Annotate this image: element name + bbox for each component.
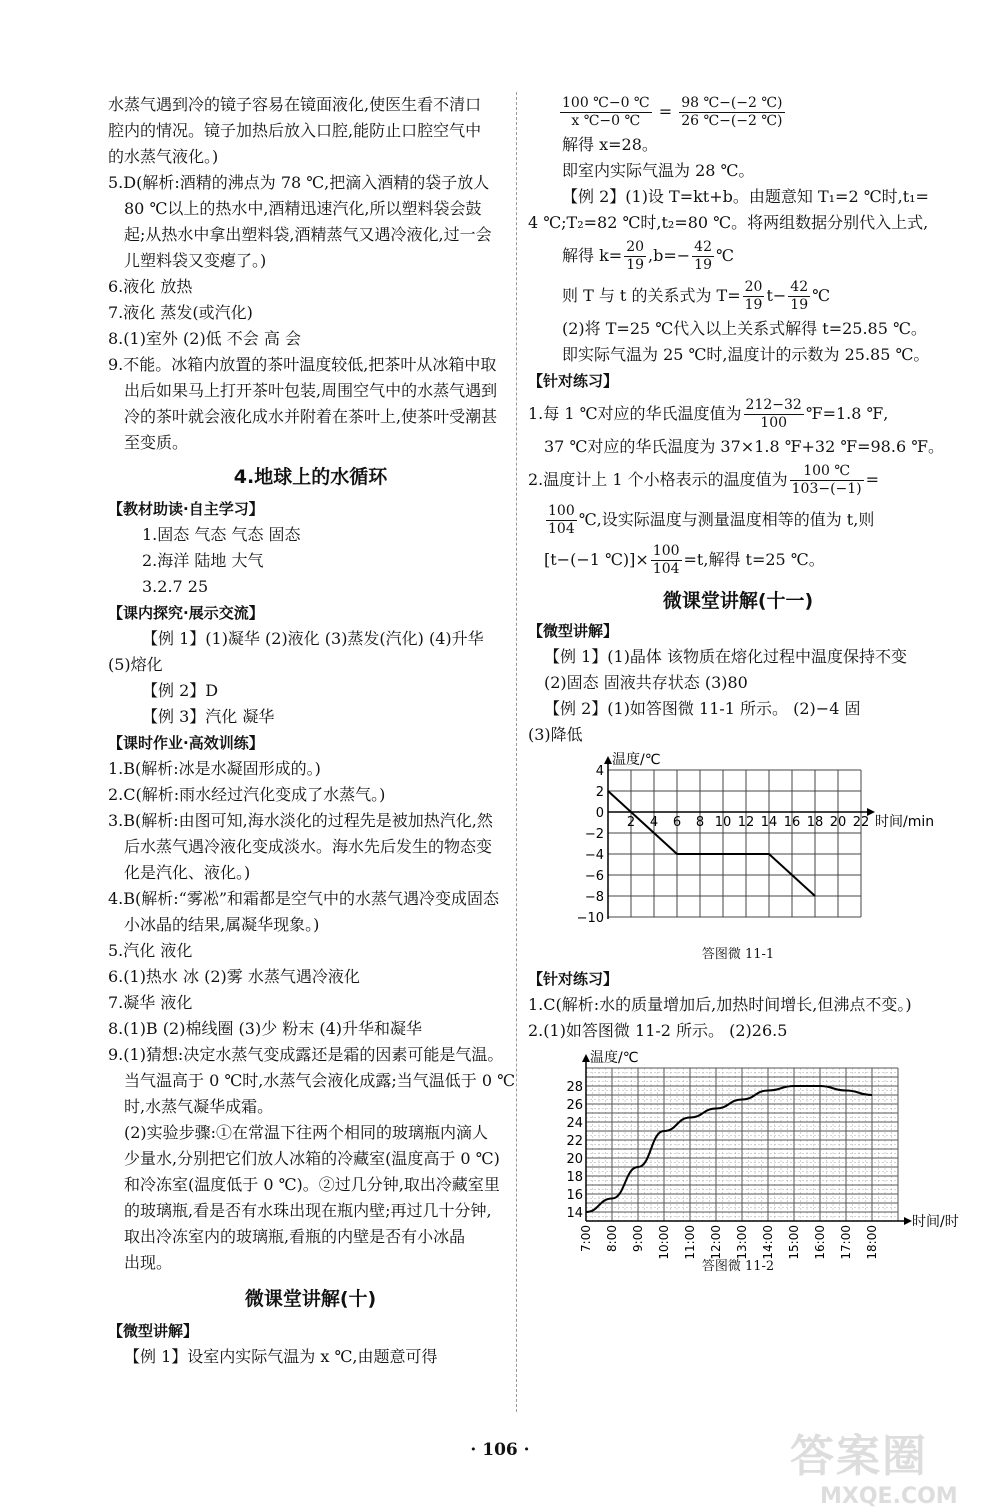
text-line: 起;从热水中拿出塑料袋,酒精蒸气又遇冷液化,过一会 xyxy=(124,225,492,244)
numerator: 100 ℃ xyxy=(790,463,864,481)
page-number: · 106 · xyxy=(470,1440,530,1460)
text: [t−(−1 ℃)]× xyxy=(544,550,649,569)
fraction xyxy=(651,543,682,578)
x-tick-label: 18 xyxy=(806,815,824,830)
formula-line xyxy=(528,394,948,434)
denominator: 103−(−1) xyxy=(791,481,862,497)
numerator: 42 xyxy=(694,239,712,255)
text-line: (2)实验步骤:①在常温下往两个相同的玻璃瓶内滴人 xyxy=(124,1123,489,1142)
text-line: 2.(1)如答图微 11-2 所示。 (2)26.5 xyxy=(528,1021,788,1040)
text-line: 2.C(解析:雨水经过汽化变成了水蒸气。) xyxy=(108,785,386,804)
figure-caption: 答图微 11-2 xyxy=(701,1259,775,1274)
y-tick-label: 14 xyxy=(566,1206,583,1221)
x-tick-label: 20 xyxy=(829,815,847,830)
formula-line xyxy=(528,236,948,276)
watermark xyxy=(790,1420,958,1509)
denominator: x ℃−0 ℃ xyxy=(571,113,641,129)
fraction xyxy=(744,397,804,432)
text-line: (2)固态 固液共存状态 (3)80 xyxy=(544,673,748,692)
y-tick-label: −6 xyxy=(584,869,604,884)
y-tick-label: 24 xyxy=(566,1116,583,1131)
subsection-label: 【课时作业·高效训练】 xyxy=(108,734,264,752)
equals-sign: = xyxy=(658,102,673,121)
text-line: 腔内的情况。镜子加热后放入口腔,能防止口腔空气中 xyxy=(108,121,482,140)
text-line: 9.(1)猜想:决定水蒸气变成露还是霜的因素可能是气温。 xyxy=(108,1045,504,1064)
fraction xyxy=(788,279,810,314)
text-line: 【例 1】设室内实际气温为 x ℃,由题意可得 xyxy=(124,1347,438,1366)
y-tick-label: −4 xyxy=(584,848,604,863)
x-tick-label: 10:00 xyxy=(657,1225,671,1260)
subsection-label: 【针对练习】 xyxy=(528,372,619,390)
text: 2.温度计上 1 个小格表示的温度值为 xyxy=(528,470,788,489)
text-line: 和冷冻室(温度低于 0 ℃)。②过几分钟,取出冷藏室里 xyxy=(124,1175,500,1194)
text-line: 少量水,分别把它们放人冰箱的冷藏室(温度高于 0 ℃) xyxy=(124,1149,500,1168)
x-tick-label: 12:00 xyxy=(709,1225,723,1260)
text: ℉=1.8 ℉, xyxy=(805,404,889,423)
x-tick-label: 16 xyxy=(783,815,801,830)
denominator: 19 xyxy=(626,257,645,273)
example-1: 【例 1】(1)凝华 (2)液化 (3)蒸发(汽化) (4)升华 xyxy=(142,629,484,648)
text-line: 【例 1】(1)晶体 该物质在熔化过程中温度保持不变 xyxy=(544,647,908,666)
x-tick-label: 6 xyxy=(672,815,682,830)
example-2: 【例 2】D xyxy=(142,681,219,700)
text-line: 6.(1)热水 冰 (2)雾 水蒸气遇冷液化 xyxy=(108,967,360,986)
text: ℃,设实际温度与测量温度相等的值为 t,则 xyxy=(578,510,875,529)
x-tick-label: 18:00 xyxy=(865,1225,879,1260)
subsection-label: 【针对练习】 xyxy=(528,970,619,988)
fraction xyxy=(692,239,714,274)
x-tick-label: 8:00 xyxy=(605,1225,619,1252)
numerator: 100 xyxy=(548,503,575,519)
x-tick-label: 7:00 xyxy=(579,1225,593,1252)
formula-line xyxy=(528,276,948,316)
text-line: 3.2.7 25 xyxy=(142,577,209,596)
x-axis-arrow xyxy=(904,1217,912,1225)
x-tick-label: 16:00 xyxy=(813,1225,827,1260)
section-heading: 微课堂讲解(十) xyxy=(244,1288,377,1310)
text-line: 2.海洋 陆地 大气 xyxy=(142,551,264,570)
x-tick-label: 10 xyxy=(714,815,732,830)
x-tick-label: 11:00 xyxy=(683,1225,697,1260)
y-tick-label: 18 xyxy=(566,1170,583,1185)
subsection-label: 【教材助读·自主学习】 xyxy=(108,500,264,518)
chart-melting-curve xyxy=(528,748,948,940)
denominator: 104 xyxy=(652,561,680,577)
text-line: 4.B(解析:“雾凇”和霜都是空气中的水蒸气遇冷变成固态 xyxy=(108,889,500,908)
text-line: 3.B(解析:由图可知,海水淡化的过程先是被加热汽化,然 xyxy=(108,811,493,830)
x-axis-label: 时间/min xyxy=(875,814,935,830)
y-tick-label: 28 xyxy=(566,1080,583,1095)
numerator: 100 ℃−0 ℃ xyxy=(562,95,650,111)
formula-line xyxy=(528,92,948,132)
text-line: 【例 2】(1)如答图微 11-1 所示。 (2)−4 固 xyxy=(544,699,861,718)
numerator: 100 xyxy=(652,543,680,559)
subsection-label: 【微型讲解】 xyxy=(108,1322,199,1340)
answer-6: 6.液化 放热 xyxy=(108,277,193,296)
text-line: 的水蒸气液化。) xyxy=(108,147,219,166)
text-line: (3)降低 xyxy=(528,725,583,744)
answer-8: 8.(1)室外 (2)低 不会 高 会 xyxy=(108,329,301,348)
denominator: 19 xyxy=(744,297,763,313)
text-line: 5.汽化 液化 xyxy=(108,941,193,960)
text-line: 取出冷冻室内的玻璃瓶,看瓶的内壁是否有小冰晶 xyxy=(124,1227,466,1246)
numerator: 20 xyxy=(626,239,645,255)
formula-line xyxy=(528,460,948,500)
text-line: 4 ℃;T₂=82 ℃时,t₂=80 ℃。将两组数据分别代入上式, xyxy=(528,213,929,232)
answer-7: 7.液化 蒸发(或汽化) xyxy=(108,303,253,322)
text-line: (5)熔化 xyxy=(108,655,163,674)
fraction xyxy=(790,463,864,498)
chart-temperature-day xyxy=(528,1044,959,1260)
text-line: (2)将 T=25 ℃代入以上关系式解得 t=25.85 ℃。 xyxy=(562,319,927,338)
text-line: 即室内实际气温为 28 ℃。 xyxy=(562,161,755,180)
x-axis-label: 时间/时 xyxy=(912,1214,959,1230)
text: t− xyxy=(766,286,787,305)
fraction xyxy=(624,239,646,274)
text-line: 解得 x=28。 xyxy=(562,135,658,154)
figure-caption: 答图微 11-1 xyxy=(701,947,775,962)
text-line: 化是汽化、液化。) xyxy=(124,863,251,882)
text-line: 即实际气温为 25 ℃时,温度计的示数为 25.85 ℃。 xyxy=(562,345,930,364)
text-line: 儿塑料袋又变瘪了。) xyxy=(124,251,267,270)
text: = xyxy=(865,470,880,489)
numerator: 98 ℃−(−2 ℃) xyxy=(681,95,783,111)
y-axis-arrow xyxy=(582,1054,590,1062)
text-line: 的玻璃瓶,看是否有水珠出现在瓶内壁;再过几十分钟, xyxy=(124,1201,492,1220)
text-line: 小冰晶的结果,属凝华现象。) xyxy=(124,915,320,934)
y-axis-label: 温度/℃ xyxy=(590,1050,639,1066)
fraction xyxy=(679,95,784,130)
watermark-logo-text: 答案圈 xyxy=(790,1431,928,1482)
text-line: 出现。 xyxy=(124,1253,173,1272)
answer-5: 5.D(解析:酒精的沸点为 78 ℃,把滴入酒精的袋子放人 xyxy=(108,173,490,192)
numerator: 20 xyxy=(744,279,763,295)
text-line: 时,水蒸气凝华成霜。 xyxy=(124,1097,274,1116)
numerator: 42 xyxy=(790,279,809,295)
x-tick-label: 13:00 xyxy=(735,1225,749,1260)
text-line: 水蒸气遇到冷的镜子容易在镜面液化,使医生看不清口 xyxy=(108,95,482,114)
x-tick-label: 12 xyxy=(737,815,755,830)
x-tick-label: 4 xyxy=(649,815,659,830)
section-heading: 4.地球上的水循环 xyxy=(233,466,388,488)
right-column xyxy=(528,92,959,1278)
text-line: 8.(1)B (2)棉线圈 (3)少 粉末 (4)升华和凝华 xyxy=(108,1019,423,1038)
fraction xyxy=(560,95,652,130)
y-tick-label: 0 xyxy=(595,806,604,821)
text-line: 37 ℃对应的华氏温度为 37×1.8 ℉+32 ℉=98.6 ℉。 xyxy=(544,437,944,456)
text-line: 当气温高于 0 ℃时,水蒸气会液化成露;当气温低于 0 ℃ xyxy=(124,1071,515,1090)
denominator: 104 xyxy=(548,521,575,537)
data-line xyxy=(608,791,815,896)
text: ℃ xyxy=(812,286,831,305)
x-tick-label: 9:00 xyxy=(631,1225,645,1252)
example-3: 【例 3】汽化 凝华 xyxy=(142,707,275,726)
formula-line xyxy=(528,500,948,540)
y-tick-label: 4 xyxy=(595,764,604,779)
text-line: 80 ℃以上的热水中,酒精迅速汽化,所以塑料袋会鼓 xyxy=(124,199,482,218)
x-tick-label: 22 xyxy=(852,815,870,830)
x-tick-label: 8 xyxy=(695,815,705,830)
text-line: 冷的茶叶就会液化成水并附着在茶叶上,使茶叶受潮甚 xyxy=(124,407,498,426)
left-column xyxy=(108,92,513,1370)
text-line: 至变质。 xyxy=(124,433,189,452)
text-line: 后水蒸气遇冷液化变成淡水。海水先后发生的物态变 xyxy=(124,837,493,856)
section-heading: 微课堂讲解(十一) xyxy=(662,590,814,612)
y-tick-label: 20 xyxy=(566,1152,583,1167)
text: ,b=− xyxy=(648,246,691,265)
y-axis-arrow xyxy=(604,756,612,764)
x-tick-label: 15:00 xyxy=(787,1225,801,1260)
answer-9: 9.不能。冰箱内放置的茶叶温度较低,把茶叶从冰箱中取 xyxy=(108,355,497,374)
y-tick-label: −8 xyxy=(584,890,604,905)
fraction xyxy=(546,503,577,538)
y-tick-label: 16 xyxy=(566,1188,583,1203)
denominator: 26 ℃−(−2 ℃) xyxy=(681,113,783,129)
text-line: 1.C(解析:水的质量增加后,加热时间增长,但沸点不变。) xyxy=(528,995,912,1014)
text: ℃ xyxy=(716,246,734,265)
text-line: 7.凝华 液化 xyxy=(108,993,193,1012)
denominator: 19 xyxy=(694,257,712,273)
x-tick-label: 14 xyxy=(760,815,778,830)
y-tick-label: −2 xyxy=(584,827,604,842)
x-tick-label: 14:00 xyxy=(761,1225,775,1260)
text-line: 1.固态 气态 气态 固态 xyxy=(142,525,301,544)
numerator: 212−32 xyxy=(745,397,802,413)
text-line: 1.B(解析:冰是水凝固形成的。) xyxy=(108,759,321,778)
text: 则 T 与 t 的关系式为 T= xyxy=(562,286,741,305)
y-tick-label: −10 xyxy=(576,911,604,926)
formula-line xyxy=(528,540,948,580)
subsection-label: 【课内探究·展示交流】 xyxy=(108,604,264,622)
watermark-url: MXQE.COM xyxy=(820,1484,958,1509)
x-tick-label: 2 xyxy=(626,815,636,830)
denominator: 19 xyxy=(790,297,809,313)
x-tick-label: 17:00 xyxy=(839,1225,853,1260)
y-tick-label: 22 xyxy=(566,1134,583,1149)
denominator: 100 xyxy=(760,415,788,431)
text: 解得 k= xyxy=(562,246,623,265)
text: =t,解得 t=25 ℃。 xyxy=(683,550,825,569)
y-tick-label: 26 xyxy=(566,1098,583,1113)
y-axis-label: 温度/℃ xyxy=(612,752,661,768)
y-tick-label: 2 xyxy=(595,785,604,800)
text-line: 【例 2】(1)设 T=kt+b。由题意知 T₁=2 ℃时,t₁= xyxy=(562,187,929,206)
text: 1.每 1 ℃对应的华氏温度值为 xyxy=(528,404,742,423)
subsection-label: 【微型讲解】 xyxy=(528,622,619,640)
text-line: 出后如果马上打开茶叶包装,周围空气中的水蒸气遇到 xyxy=(124,381,498,400)
fraction xyxy=(743,279,765,314)
column-divider xyxy=(516,92,517,1412)
